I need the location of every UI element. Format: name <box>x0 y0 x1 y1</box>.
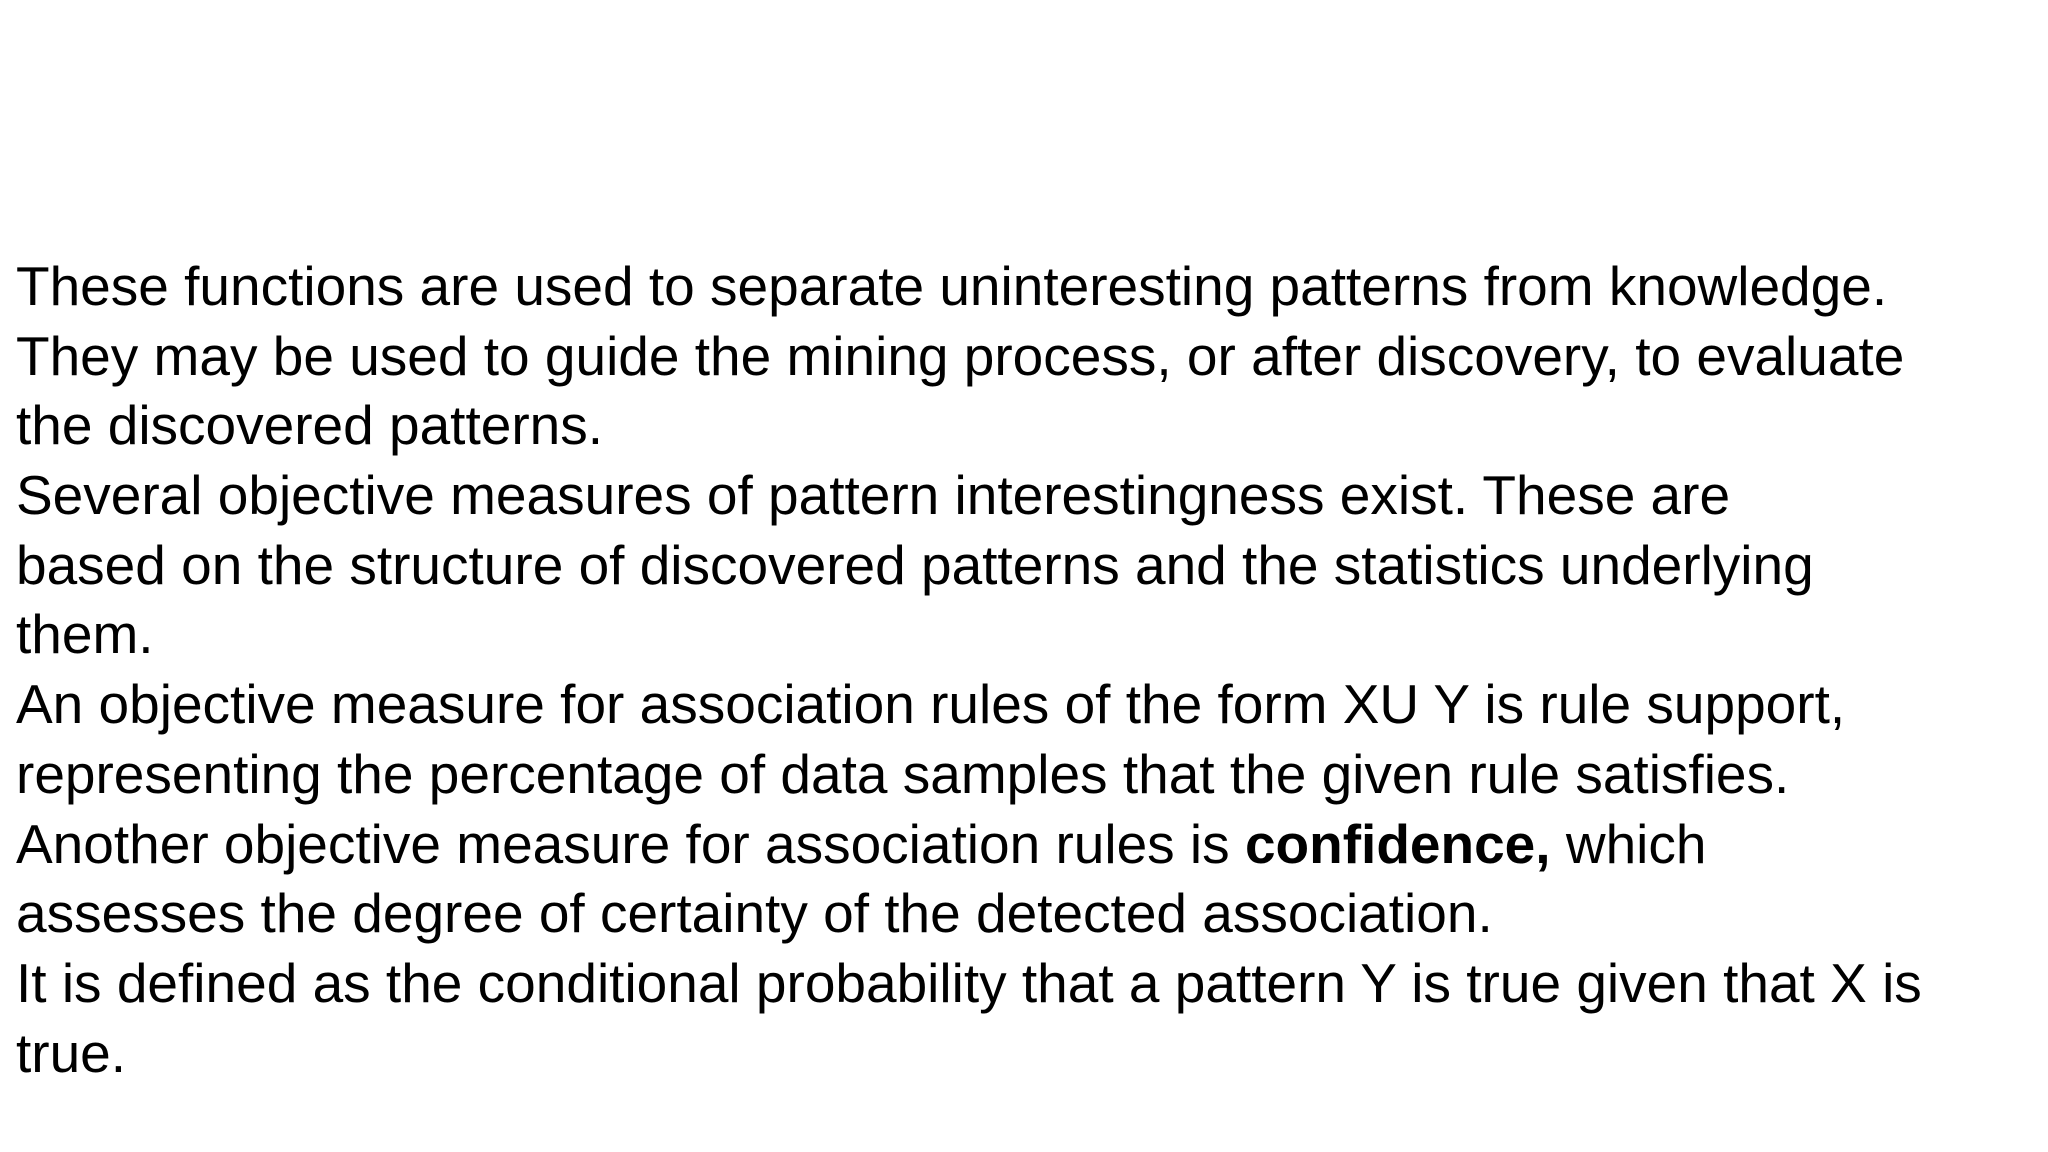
text-line: true. <box>16 1021 127 1084</box>
text-line: them. <box>16 603 154 666</box>
confidence-line-start: Another objective measure for association rules is <box>16 812 1245 875</box>
text-line: It is defined as the conditional probability that a pattern Y is true given that X is <box>16 951 1922 1014</box>
text-line: based on the structure of discovered patterns and the statistics underlying <box>16 533 1814 596</box>
text-line: representing the percentage of data samples that the given rule satisfies. <box>16 742 1790 805</box>
text-line: the discovered patterns. <box>16 394 604 457</box>
text-line: assesses the degree of certainty of the detected association. <box>16 882 1493 945</box>
confidence-line <box>16 810 2041 880</box>
text-line: They may be used to guide the mining process, or after discovery, to evaluate <box>16 324 1905 387</box>
confidence-term: confidence, <box>1244 812 1551 875</box>
text-line: Several objective measures of pattern interestingness exist. These are <box>16 464 1731 527</box>
text-line: These functions are used to separate uninteresting patterns from knowledge. <box>16 255 1888 317</box>
confidence-line-end: which <box>1550 812 1707 875</box>
text-line: An objective measure for association rules of the form XU Y is rule support, <box>16 673 1846 736</box>
body-text <box>16 252 2041 1088</box>
